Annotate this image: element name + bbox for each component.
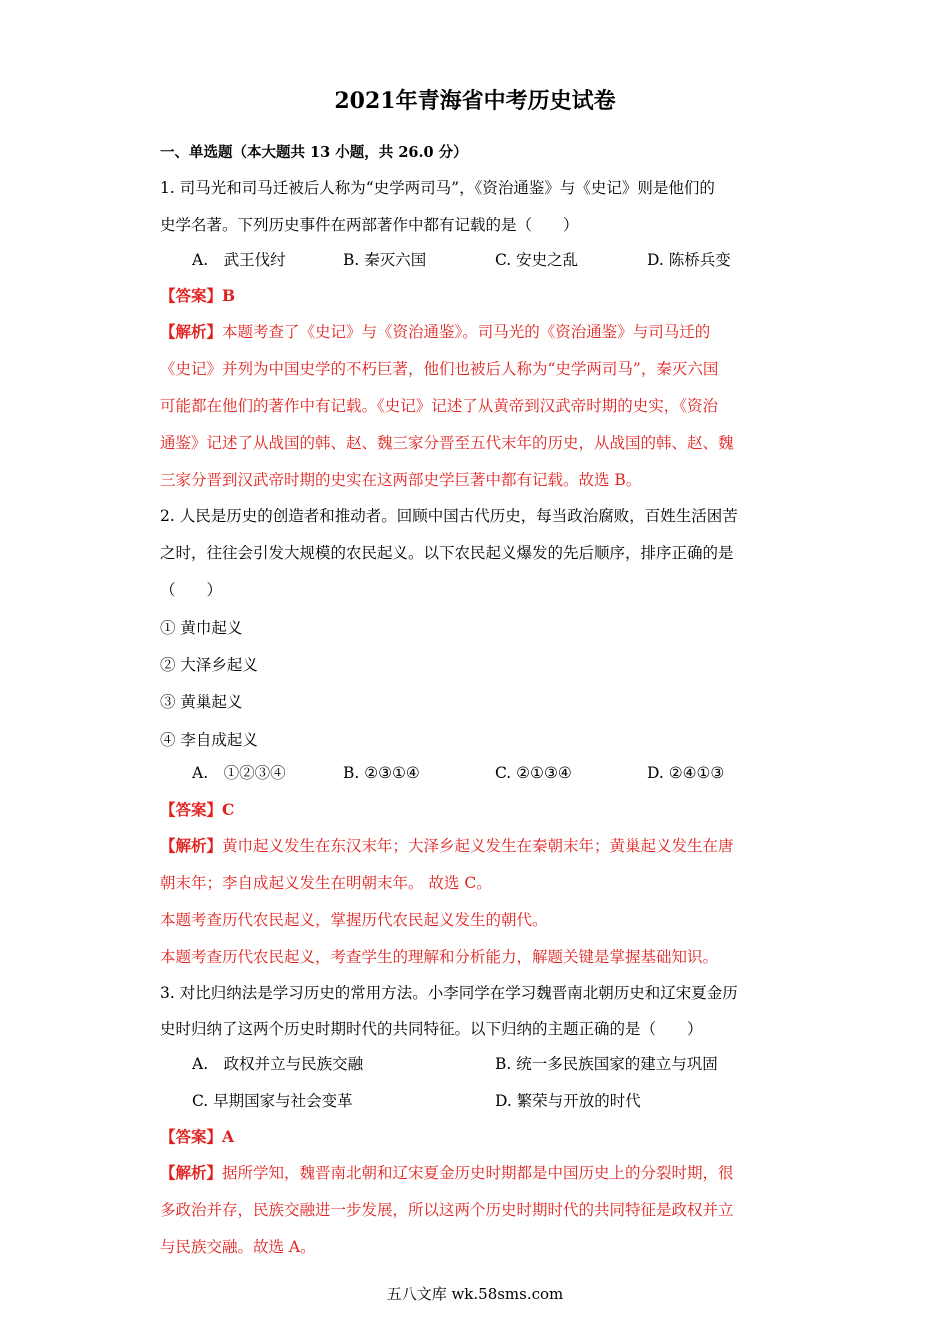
- q3-analysis-line-2: 多政治并存，民族交融进一步发展，所以这两个历史时期时代的共同特征是政权并立: [160, 1201, 734, 1219]
- answer-label: 【答案】: [160, 286, 223, 305]
- q2-option-c: C. ②①③④: [495, 764, 572, 782]
- analysis-label: 【解析】: [160, 836, 223, 855]
- q2-stem-line-1: 2. 人民是历史的创造者和推动者。回顾中国古代历史，每当政治腐败，百姓生活困苦: [160, 507, 738, 525]
- q3-option-a: A. 政权并立与民族交融: [192, 1055, 364, 1073]
- q3-answer-value: A: [222, 1127, 235, 1146]
- q2-item-2: ② 大泽乡起义: [160, 656, 258, 674]
- q1-analysis-line-2: 《史记》并列为中国史学的不朽巨著，他们也被后人称为“史学两司马”，秦灭六国: [160, 360, 719, 378]
- analysis-label: 【解析】: [160, 322, 223, 341]
- q3-option-d: D. 繁荣与开放的时代: [495, 1092, 641, 1110]
- q3-analysis-text-1: 据所学知，魏晋南北朝和辽宋夏金历史时期都是中国历史上的分裂时期，很: [222, 1164, 734, 1182]
- q1-analysis-text-1: 本题考查了《史记》与《资治通鉴》。司马光的《资治通鉴》与司马迁的: [222, 323, 711, 341]
- q2-item-4: ④ 李自成起义: [160, 731, 258, 749]
- q3-stem-line-2: 史时归纳了这两个历史时期时代的共同特征。以下归纳的主题正确的是（ ）: [160, 1020, 703, 1038]
- q2-analysis-line-4: 本题考查历代农民起义，考查学生的理解和分析能力，解题关键是掌握基础知识。: [160, 948, 719, 966]
- q3-option-b: B. 统一多民族国家的建立与巩固: [495, 1055, 718, 1073]
- q1-option-a: A. 武王伐纣: [192, 251, 286, 269]
- q1-stem-line-1: 1. 司马光和司马迁被后人称为“史学两司马”，《资治通鉴》与《史记》则是他们的: [160, 179, 715, 197]
- footer-watermark: 五八文库 wk.58sms.com: [386, 1285, 564, 1303]
- q3-stem-line-1: 3. 对比归纳法是学习历史的常用方法。小李同学在学习魏晋南北朝历史和辽宋夏金历: [160, 984, 738, 1002]
- q1-option-d: D. 陈桥兵变: [647, 251, 731, 269]
- q1-analysis-line-1: [160, 321, 790, 343]
- q2-item-1: ① 黄巾起义: [160, 619, 243, 637]
- q1-analysis-line-4: 通鉴》记述了从战国的韩、赵、魏三家分晋至五代末年的历史，从战国的韩、赵、魏: [160, 434, 734, 452]
- q1-stem-line-2: 史学名著。下列历史事件在两部著作中都有记载的是（ ）: [160, 216, 579, 234]
- q2-analysis-line-2: 朝末年；李自成起义发生在明朝末年。 故选 C。: [160, 874, 492, 892]
- page-title: 2021年青海省中考历史试卷: [334, 88, 616, 114]
- q2-answer: [160, 799, 790, 821]
- q2-stem-line-2: 之时，往往会引发大规模的农民起义。以下农民起义爆发的先后顺序，排序正确的是: [160, 544, 734, 562]
- q3-option-c: C. 早期国家与社会变革: [192, 1092, 353, 1110]
- q2-option-b: B. ②③①④: [343, 764, 420, 782]
- q2-stem-line-3: （ ）: [160, 581, 223, 599]
- analysis-label: 【解析】: [160, 1163, 223, 1182]
- q1-answer: [160, 285, 790, 307]
- section-heading: 一、单选题（本大题共 13 小题，共 26.0 分）: [160, 144, 468, 161]
- answer-label: 【答案】: [160, 1127, 223, 1146]
- q3-answer: [160, 1126, 790, 1148]
- answer-label: 【答案】: [160, 800, 223, 819]
- q1-analysis-line-5: 三家分晋到汉武帝时期的史实在这两部史学巨著中都有记载。故选 B。: [160, 471, 642, 489]
- q2-answer-value: C: [222, 800, 235, 819]
- q1-analysis-line-3: 可能都在他们的著作中有记载。《史记》记述了从黄帝到汉武帝时期的史实，《资治: [160, 397, 719, 415]
- q1-option-b: B. 秦灭六国: [343, 251, 427, 269]
- q2-analysis-text-1: 黄巾起义发生在东汉末年；大泽乡起义发生在秦朝末年；黄巢起义发生在唐: [222, 837, 734, 855]
- q1-answer-value: B: [222, 286, 236, 305]
- q2-option-d: D. ②④①③: [647, 764, 725, 782]
- q2-analysis-line-1: [160, 835, 790, 857]
- q2-item-3: ③ 黄巢起义: [160, 693, 243, 711]
- q2-analysis-line-3: 本题考查历代农民起义，掌握历代农民起义发生的朝代。: [160, 911, 548, 929]
- q1-option-c: C. 安史之乱: [495, 251, 579, 269]
- q2-option-a: A. ①②③④: [192, 764, 286, 782]
- q3-analysis-line-1: [160, 1162, 790, 1184]
- q3-analysis-line-3: 与民族交融。故选 A。: [160, 1238, 316, 1256]
